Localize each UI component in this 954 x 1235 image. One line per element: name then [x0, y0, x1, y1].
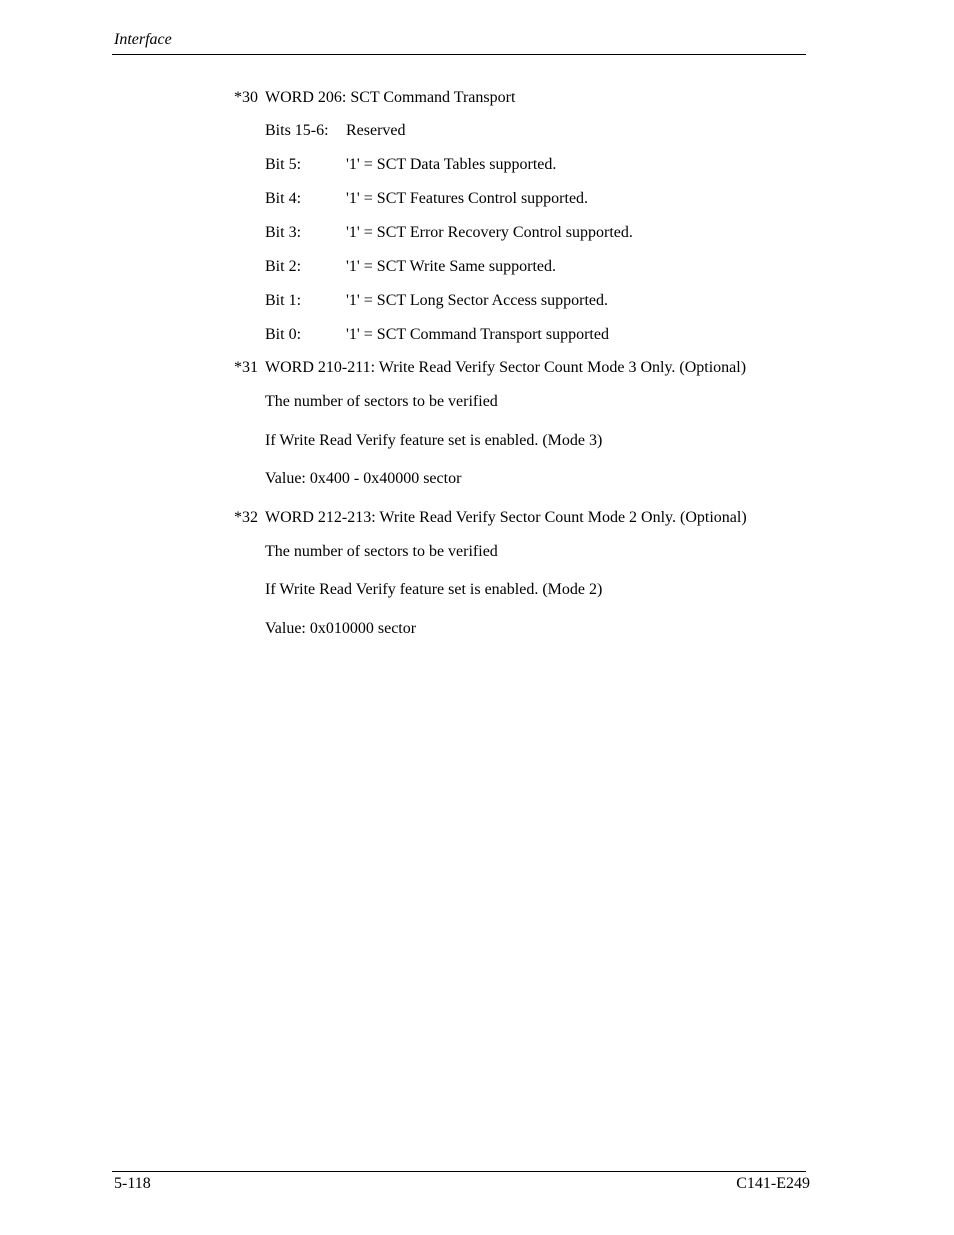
- paragraph-text: Value: 0x010000 sector: [265, 620, 417, 637]
- section-30-number: *30: [234, 89, 258, 106]
- bit-description: '1' = SCT Error Recovery Control supported.: [346, 224, 633, 241]
- section-32-number: *32: [234, 509, 258, 526]
- paragraph-text: If Write Read Verify feature set is enabled. (Mode 2): [265, 581, 603, 598]
- page-number: 5-118: [114, 1175, 151, 1192]
- document-id: C141-E249: [736, 1175, 810, 1192]
- running-header: Interface: [114, 31, 172, 48]
- bit-label: Bit 4:: [265, 190, 302, 207]
- paragraph-text: The number of sectors to be verified: [265, 393, 498, 410]
- bit-description: Reserved: [346, 122, 406, 139]
- bit-label: Bits 15-6:: [265, 122, 329, 139]
- bit-description: '1' = SCT Write Same supported.: [346, 258, 556, 275]
- bit-description: '1' = SCT Data Tables supported.: [346, 156, 557, 173]
- bit-label: Bit 2:: [265, 258, 302, 275]
- bit-label: Bit 3:: [265, 224, 302, 241]
- paragraph-text: Value: 0x400 - 0x40000 sector: [265, 470, 462, 487]
- section-30-title: WORD 206: SCT Command Transport: [265, 89, 516, 106]
- bit-description: '1' = SCT Long Sector Access supported.: [346, 292, 609, 309]
- bit-label: Bit 5:: [265, 156, 302, 173]
- footer-rule: [112, 1171, 806, 1172]
- bit-label: Bit 1:: [265, 292, 302, 309]
- section-32-title: WORD 212-213: Write Read Verify Sector Count Mode 2 Only. (Optional): [265, 509, 747, 526]
- bit-description: '1' = SCT Command Transport supported: [346, 326, 609, 343]
- section-31-number: *31: [234, 359, 258, 376]
- bit-label: Bit 0:: [265, 326, 302, 343]
- bit-description: '1' = SCT Features Control supported.: [346, 190, 589, 207]
- paragraph-text: If Write Read Verify feature set is enabled. (Mode 3): [265, 432, 603, 449]
- section-31-title: WORD 210-211: Write Read Verify Sector Count Mode 3 Only. (Optional): [265, 359, 747, 376]
- header-rule: [112, 54, 806, 55]
- paragraph-text: The number of sectors to be verified: [265, 543, 498, 560]
